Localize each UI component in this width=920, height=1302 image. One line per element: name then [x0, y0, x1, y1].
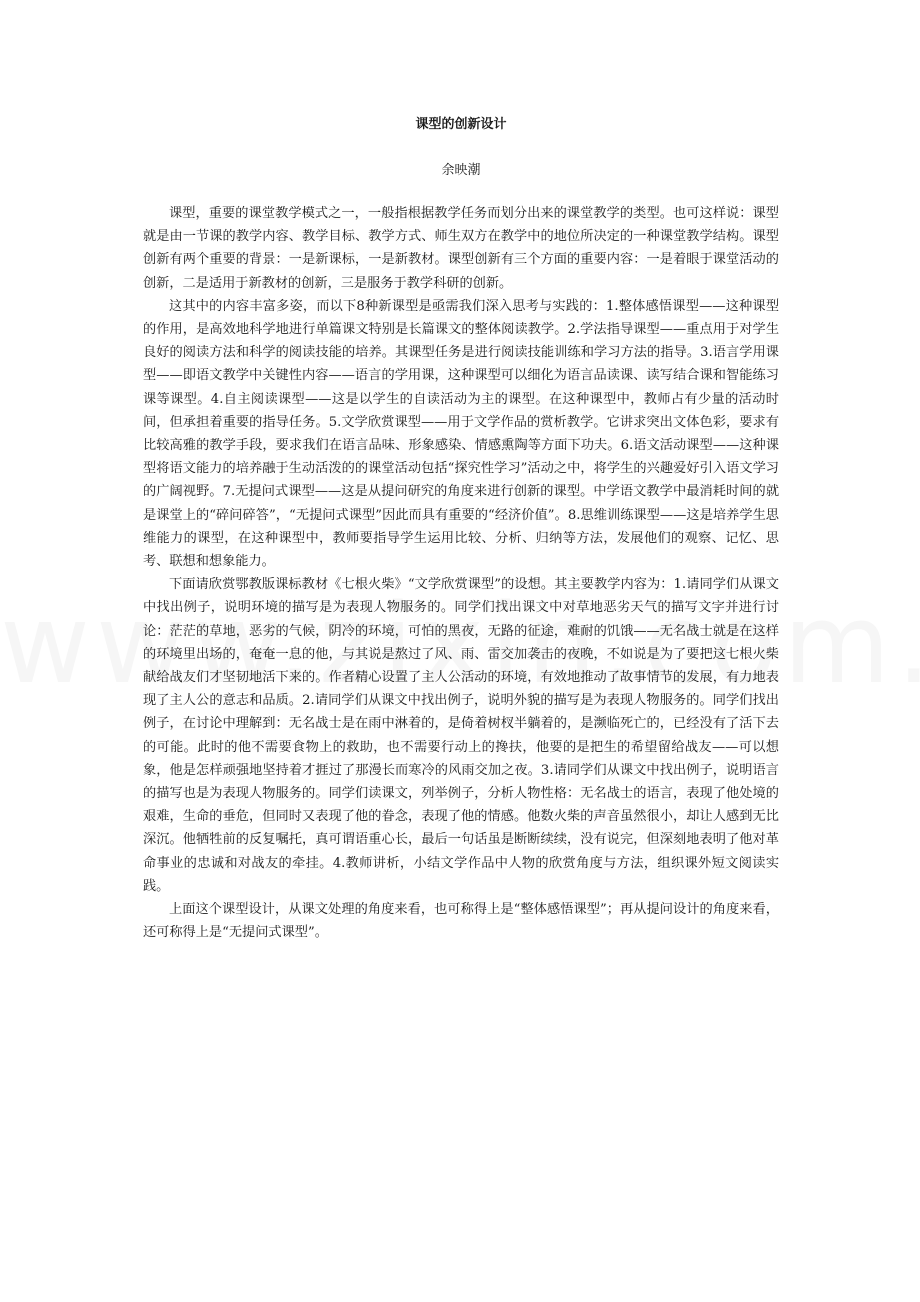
paragraph-course-types: 这其中的内容丰富多姿，而以下8种新课型是亟需我们深入思考与实践的：1.整体感悟课型——这种课型的作用，是高效地科学地进行单篇课文特别是长篇课文的整体阅读教学。2.学法指导课型——重点用于对学生良好的阅读方法和科学的阅读技能的培养。其课型任务是进行阅读技能训练和学习方法的指导。3.语言学用课型——即语文教学中关键性内容——语言的学用课，这种课型可以细化为语言品读课、读写结合课和智能练习课等课型。4.自主阅读课型——这是以学生的自读活动为主的课型。在这种课型中，教师占有少量的活动时间，但承担着重要的指导任务。5.文学欣赏课型——用于文学作品的赏析教学。它讲求突出文体色彩，要求有比较高雅的教学手段，要求我们在语言品味、形象感染、情感熏陶等方面下功夫。6.语文活动课型——这种课型将语文能力的培养融于生动活泼的的课堂活动包括“探究性学习”活动之中，将学生的兴趣爱好引入语文学习的广阔视野。7.无提问式课型——这是从提问研究的角度来进行创新的课型。中学语文教学中最消耗时间的就是课堂上的“碎问碎答”，“无提问式课型”因此而具有重要的“经济价值”。8.思维训练课型——这是培养学生思维能力的课型，在这种课型中，教师要指导学生运用比较、分析、归纳等方法，发展他们的观察、记忆、思考、联想和想象能力。	[143, 298, 779, 570]
paragraph-intro: 课型，重要的课堂教学模式之一，一般指根据教学任务而划分出来的课堂教学的类型。也可这样说：课型就是由一节课的教学内容、教学目标、教学方式、师生双方在教学中的地位所决定的一种课堂教学结构。课型创新有两个重要的背景：一是新课标，一是新教材。课型创新有三个方面的重要内容：一是着眼于课堂活动的创新，二是适用于新教材的创新，三是服务于教学科研的创新。	[143, 206, 779, 291]
paragraph-conclusion: 上面这个课型设计，从课文处理的角度来看，也可称得上是“整体感悟课型”；再从提问设计的角度来看，还可称得上是“无提问式课型”。	[143, 902, 779, 941]
paragraph-example-design: 下面请欣赏鄂教版课标教材《七根火柴》“文学欣赏课型”的设想。其主要教学内容为：1.请同学们从课文中找出例子，说明环境的描写是为表现人物服务的。同学们找出课文中对草地恶劣天气的描写文字并进行讨论：茫茫的草地，恶劣的气候，阴冷的环境，可怕的黑夜，无路的征途，难耐的饥饿——无名战士就是在这样的环境里出场的，奄奄一息的他，与其说是熬过了风、雨、雷交加袭击的夜晚，不如说是为了要把这七根火柴献给战友们才坚韧地活下来的。作者精心设置了主人公活动的环境，有效地推动了故事情节的发展，有力地表现了主人公的意志和品质。2.请同学们从课文中找出例子，说明外貌的描写是为表现人物服务的。同学们找出例子，在讨论中理解到：无名战士是在雨中淋着的，是倚着树杈半躺着的，是濒临死亡的，已经没有了活下去的可能。此时的他不需要食物上的救助，也不需要行动上的搀扶，他要的是把生的希望留给战友——可以想象，他是怎样顽强地坚持着才捱过了那漫长而寒冷的风雨交加之夜。3.请同学们从课文中找出例子，说明语言的描写也是为表现人物服务的。同学们读课文，列举例子，分析人物性格：无名战士的语言，表现了他处境的艰难，生命的垂危，但同时又表现了他的眷念，表现了他的情感。他数火柴的声音虽然很小，却让人感到无比深沉。他牺牲前的反复嘱托，真可谓语重心长，最后一句话虽是断断续续，没有说完，但深刻地表明了他对革命事业的忠诚和对战友的牵挂。4.教师讲析，小结文学作品中人物的欣赏角度与方法，组织课外短文阅读实践。	[143, 577, 779, 894]
document-title: 课型的创新设计	[415, 117, 507, 132]
document-author: 余映潮	[441, 163, 481, 178]
document-page	[143, 112, 779, 945]
